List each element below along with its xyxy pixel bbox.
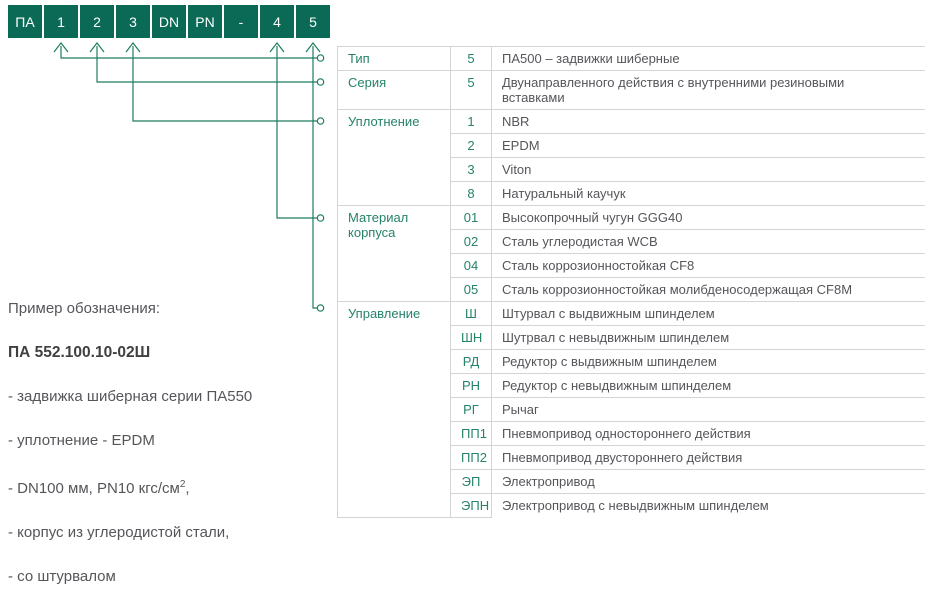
- table-row: [338, 110, 926, 134]
- row-code: 5: [451, 71, 492, 110]
- table-row: [338, 71, 926, 110]
- row-desc: Штурвал с выдвижным шпинделем: [492, 302, 926, 326]
- code-box-5: 5: [296, 5, 330, 38]
- row-desc: Рычаг: [492, 398, 926, 422]
- table-row: [338, 47, 926, 71]
- row-desc: Пневмопривод двустороннего действия: [492, 446, 926, 470]
- arrow-up-icon: [306, 43, 320, 52]
- row-desc: NBR: [492, 110, 926, 134]
- connector-1-tip: [54, 43, 324, 61]
- code-box-dn: DN: [152, 5, 186, 38]
- row-desc: Двунаправленного действия с внутренними резиновыми вставками: [492, 71, 926, 110]
- connector-5-upravlenie: [306, 43, 324, 311]
- connector-2-seriya: [90, 43, 324, 85]
- row-desc: Натуральный каучук: [492, 182, 926, 206]
- section-label: Серия: [338, 71, 451, 110]
- section-label: Материал корпуса: [338, 206, 451, 302]
- row-desc: Редуктор с невыдвижным шпинделем: [492, 374, 926, 398]
- example-bullet: - уплотнение - EPDM: [8, 432, 155, 449]
- table-row: [338, 302, 926, 326]
- section-label: Управление: [338, 302, 451, 518]
- row-desc: Электропривод: [492, 470, 926, 494]
- row-code: ПП2: [451, 446, 492, 470]
- example-bullet: - со штурвалом: [8, 568, 116, 585]
- example-bullet: - DN100 мм, PN10 кгс/$см^2$,: [8, 479, 190, 497]
- row-code: 02: [451, 230, 492, 254]
- code-box-pa: ПА: [8, 5, 42, 38]
- row-desc: Электропривод с невыдвижным шпинделем: [492, 494, 926, 518]
- example-designation: ПА 552.100.10-02Ш: [8, 344, 151, 361]
- section-label: Уплотнение: [338, 110, 451, 206]
- connector-4-material: [270, 43, 324, 221]
- row-code: ПП1: [451, 422, 492, 446]
- code-box-1: 1: [44, 5, 78, 38]
- section-label: Тип: [338, 47, 451, 71]
- row-code: 04: [451, 254, 492, 278]
- example-bullet: - корпус из углеродистой стали,: [8, 524, 230, 541]
- row-code: Ш: [451, 302, 492, 326]
- row-desc: Viton: [492, 158, 926, 182]
- designation-legend-table: [337, 46, 925, 518]
- row-code: 8: [451, 182, 492, 206]
- code-box-pn: PN: [188, 5, 222, 38]
- row-code: РН: [451, 374, 492, 398]
- row-code: 5: [451, 47, 492, 71]
- row-code: 3: [451, 158, 492, 182]
- row-code: 05: [451, 278, 492, 302]
- code-box-3: 3: [116, 5, 150, 38]
- arrow-up-icon: [270, 43, 284, 52]
- arrow-up-icon: [90, 43, 104, 52]
- table-row: [338, 206, 926, 230]
- example-heading: Пример обозначения:: [8, 300, 161, 317]
- row-desc: Высокопрочный чугун GGG40: [492, 206, 926, 230]
- row-desc: Редуктор с выдвижным шпинделем: [492, 350, 926, 374]
- row-desc: Пневмопривод одностороннего действия: [492, 422, 926, 446]
- code-box-2: 2: [80, 5, 114, 38]
- code-box-dash: -: [224, 5, 258, 38]
- arrow-up-icon: [126, 43, 140, 52]
- row-desc: EPDM: [492, 134, 926, 158]
- example-bullet: - задвижка шиберная серии ПА550: [8, 388, 253, 405]
- arrow-up-icon: [54, 43, 68, 52]
- row-code: ШН: [451, 326, 492, 350]
- row-desc: ПА500 – задвижки шиберные: [492, 47, 926, 71]
- row-desc: Сталь углеродистая WCB: [492, 230, 926, 254]
- example-block: [8, 300, 252, 596]
- code-box-4: 4: [260, 5, 294, 38]
- row-code: ЭПН: [451, 494, 492, 518]
- row-code: ЭП: [451, 470, 492, 494]
- row-desc: Сталь коррозионностойкая молибденосодержащая CF8M: [492, 278, 926, 302]
- row-code: РГ: [451, 398, 492, 422]
- connector-3-uplotnenie: [126, 43, 324, 124]
- row-code: 2: [451, 134, 492, 158]
- row-code: 01: [451, 206, 492, 230]
- row-desc: Шутрвал с невыдвижным шпинделем: [492, 326, 926, 350]
- row-code: РД: [451, 350, 492, 374]
- superscript-2: 2: [179, 479, 186, 490]
- designation-code-strip: [8, 5, 330, 38]
- row-desc: Сталь коррозионностойкая CF8: [492, 254, 926, 278]
- row-code: 1: [451, 110, 492, 134]
